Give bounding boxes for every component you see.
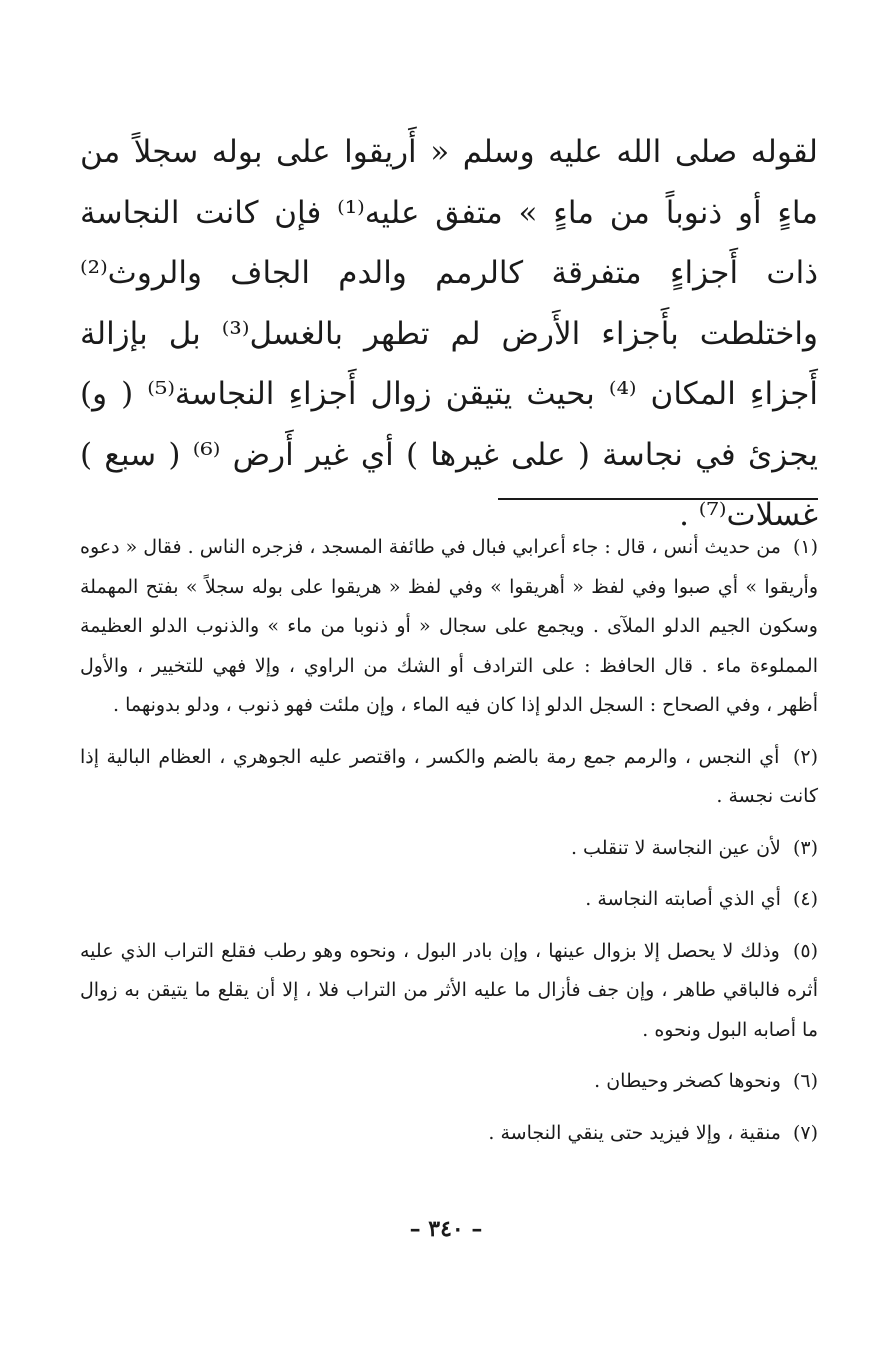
footnote-text: من حديث أنس ، قال : جاء أعرابي فبال في طائفة المسجد ، فزجره الناس . فقال « دعوه وأريقوا » أي صبوا وفي لفظ « أهريقوا » وفي لفظ « هريقوا على بوله سجلاً » بفتح المهملة وسكون الجيم الدلو الملآى . ويجمع على سجال « أو ذنوبا من ماء » والذنوب الدلو العظيمة المملوءة ماء . قال الحافظ : على الترادف أو الشك من الراوي ، وإلا فهي للتخيير ، والأول أظهر ، وفي الصحاح : السجل الدلو إذا كان فيه الماء ، وإن ملئت فهو ذنوب ، ودلو بدونهما . [80, 536, 818, 716]
footnote-text: لأن عين النجاسة لا تنقلب . [570, 836, 781, 859]
footnote-4 [80, 880, 818, 920]
footnote-text: أي الذي أصابته النجاسة . [585, 888, 781, 910]
footnote-text: منقية ، وإلا فيزيد حتى ينقي النجاسة . [488, 1121, 781, 1144]
footnotes-section [80, 528, 818, 1165]
footnote-text: وذلك لا يحصل إلا بزوال عينها ، وإن بادر البول ، ونحوه وهو رطب فقلع التراب الذي عليه أثره فالباقي طاهر ، وإن جف فأزال ما عليه الأثر من التراب فلا ، إلا أن يقلع ما يتيقن به زوال ما أصابه البول ونحوه . [80, 939, 818, 1041]
footnote-divider [498, 498, 818, 500]
footnote-1 [80, 528, 818, 726]
footnote-2 [80, 738, 818, 817]
footnote-number: (٥) [792, 939, 818, 962]
footnote-number: (٤) [792, 888, 818, 910]
footnote-number: (٦) [792, 1070, 818, 1092]
footnote-number: (٢) [792, 745, 818, 768]
footnote-7 [80, 1114, 818, 1154]
footnote-number: (١) [792, 536, 818, 558]
footnote-5 [80, 932, 818, 1051]
main-body-text [80, 122, 818, 546]
main-paragraph: لقوله صلى الله عليه وسلم « أَريقوا على بوله سجلاً من ماءٍ أو ذنوباً من ماءٍ » متفق عليه⁽¹⁾ فإن كانت النجاسة ذات أَجزاءٍ متفرقة كالرمم والدم الجاف والروث⁽²⁾ واختلطت بأَجزاء الأَرض لم تطهر بالغسل⁽³⁾ بل بإزالة أَجزاءِ المكان ⁽⁴⁾ بحيث يتيقن زوال أَجزاءِ النجاسة⁽⁵⁾ ( و) يجزئ في نجاسة ( على غيرها ) أي غير أَرض ⁽⁶⁾ ( سبع ) غسلات⁽⁷⁾ . [80, 134, 818, 533]
footnote-number: (٣) [792, 836, 818, 859]
footnote-text: أي النجس ، والرمم جمع رمة بالضم والكسر ، واقتصر عليه الجوهري ، العظام البالية إذا كانت نجسة . [80, 745, 818, 807]
page-number: – ٣٤٠ – [409, 1216, 483, 1242]
footnote-text: ونحوها كصخر وحيطان . [594, 1070, 781, 1092]
footnote-number: (٧) [792, 1121, 818, 1144]
footnote-6 [80, 1062, 818, 1102]
footnote-3 [80, 829, 818, 869]
